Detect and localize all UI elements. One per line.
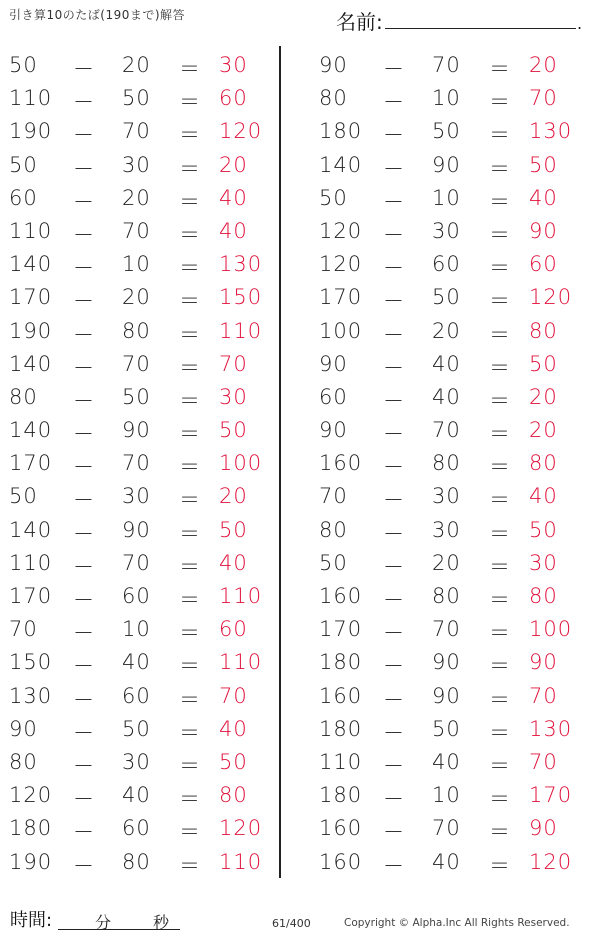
answer: 30 <box>529 550 558 575</box>
answer: 90 <box>529 816 558 841</box>
equals-sign: ＝ <box>179 488 200 513</box>
minuend: 180 <box>319 783 363 808</box>
answer: 150 <box>219 285 263 310</box>
subtrahend: 20 <box>122 185 151 210</box>
equals-sign: ＝ <box>179 289 200 314</box>
minuend: 170 <box>319 617 363 642</box>
subtrahend: 70 <box>432 617 461 642</box>
equals-sign: ＝ <box>179 322 200 347</box>
minus-sign: － <box>383 720 404 745</box>
equals-sign: ＝ <box>489 388 510 413</box>
subtrahend: 90 <box>432 683 461 708</box>
minuend: 50 <box>9 152 38 177</box>
answer: 130 <box>219 252 263 277</box>
equals-sign: ＝ <box>179 621 200 646</box>
minus-sign: － <box>73 853 94 878</box>
subtrahend: 80 <box>122 849 151 874</box>
subtrahend: 40 <box>432 351 461 376</box>
minus-sign: － <box>383 222 404 247</box>
subtrahend: 70 <box>122 451 151 476</box>
minuend: 100 <box>319 318 363 343</box>
subtrahend: 70 <box>432 418 461 443</box>
equals-sign: ＝ <box>489 521 510 546</box>
minus-sign: － <box>73 687 94 712</box>
minutes-label: 分 <box>95 913 112 932</box>
minus-sign: － <box>383 820 404 845</box>
minus-sign: － <box>383 90 404 115</box>
equals-sign: ＝ <box>179 256 200 281</box>
subtrahend: 30 <box>432 517 461 542</box>
subtrahend: 20 <box>122 53 151 77</box>
subtrahend: 30 <box>122 749 151 774</box>
minuend: 160 <box>319 683 363 708</box>
minuend: 180 <box>319 119 363 144</box>
answer: 20 <box>529 418 558 443</box>
answer: 80 <box>529 451 558 476</box>
equals-sign: ＝ <box>179 720 200 745</box>
minuend: 50 <box>319 185 348 210</box>
answer: 50 <box>219 749 248 774</box>
minuend: 80 <box>9 749 38 774</box>
minus-sign: － <box>73 156 94 181</box>
equals-sign: ＝ <box>179 853 200 878</box>
minus-sign: － <box>383 455 404 480</box>
subtrahend: 20 <box>122 285 151 310</box>
answer: 20 <box>219 152 248 177</box>
minus-sign: － <box>73 90 94 115</box>
answer: 50 <box>529 152 558 177</box>
subtrahend: 40 <box>432 384 461 409</box>
answer: 40 <box>219 716 248 741</box>
minus-sign: － <box>73 189 94 214</box>
answer: 20 <box>219 484 248 509</box>
equals-sign: ＝ <box>179 687 200 712</box>
minuend: 50 <box>9 484 38 509</box>
minus-sign: － <box>73 753 94 778</box>
minuend: 180 <box>319 716 363 741</box>
subtrahend: 50 <box>122 86 151 111</box>
subtrahend: 90 <box>122 517 151 542</box>
minus-sign: － <box>73 621 94 646</box>
minuend: 140 <box>9 252 53 277</box>
minus-sign: － <box>73 256 94 281</box>
equals-sign: ＝ <box>489 256 510 281</box>
minus-sign: － <box>383 621 404 646</box>
subtrahend: 40 <box>432 749 461 774</box>
answer: 120 <box>529 849 573 874</box>
minus-sign: － <box>383 289 404 314</box>
answer: 80 <box>219 783 248 808</box>
minuend: 140 <box>9 418 53 443</box>
subtrahend: 50 <box>122 716 151 741</box>
equals-sign: ＝ <box>489 189 510 214</box>
minus-sign: － <box>383 554 404 579</box>
minuend: 140 <box>9 351 53 376</box>
equals-sign: ＝ <box>179 355 200 380</box>
answer: 30 <box>219 384 248 409</box>
minuend: 90 <box>319 53 348 77</box>
minus-sign: － <box>383 521 404 546</box>
minuend: 80 <box>319 517 348 542</box>
answer: 120 <box>219 119 263 144</box>
subtrahend: 60 <box>122 584 151 608</box>
subtrahend: 10 <box>432 185 461 210</box>
equals-sign: ＝ <box>489 820 510 845</box>
subtrahend: 30 <box>432 218 461 243</box>
answer: 130 <box>529 716 573 741</box>
subtrahend: 40 <box>122 650 151 675</box>
answer: 90 <box>529 218 558 243</box>
answer: 50 <box>219 418 248 443</box>
subtrahend: 70 <box>122 119 151 144</box>
subtrahend: 40 <box>122 783 151 808</box>
answer: 120 <box>219 816 263 841</box>
subtrahend: 50 <box>432 716 461 741</box>
answer: 70 <box>219 351 248 376</box>
answer: 40 <box>219 218 248 243</box>
minuend: 110 <box>9 550 53 575</box>
subtrahend: 20 <box>432 318 461 343</box>
answer: 70 <box>529 683 558 708</box>
equals-sign: ＝ <box>179 654 200 679</box>
name-label: 名前: <box>336 10 383 34</box>
equals-sign: ＝ <box>489 123 510 148</box>
minus-sign: － <box>383 156 404 181</box>
minuend: 170 <box>9 451 53 476</box>
minuend: 90 <box>319 351 348 376</box>
minus-sign: － <box>383 488 404 513</box>
subtrahend: 70 <box>432 816 461 841</box>
equals-sign: ＝ <box>489 654 510 679</box>
answer: 40 <box>219 550 248 575</box>
minuend: 60 <box>319 384 348 409</box>
subtrahend: 10 <box>122 617 151 642</box>
minuend: 50 <box>319 550 348 575</box>
equals-sign: ＝ <box>179 455 200 480</box>
answer: 100 <box>529 617 573 642</box>
answer: 20 <box>529 53 558 77</box>
subtrahend: 70 <box>122 550 151 575</box>
equals-sign: ＝ <box>179 753 200 778</box>
minus-sign: － <box>383 654 404 679</box>
minus-sign: － <box>73 289 94 314</box>
minus-sign: － <box>73 355 94 380</box>
minus-sign: － <box>73 787 94 812</box>
subtrahend: 60 <box>122 683 151 708</box>
minuend: 80 <box>9 384 38 409</box>
minus-sign: － <box>73 720 94 745</box>
equals-sign: ＝ <box>489 554 510 579</box>
answer: 100 <box>219 451 263 476</box>
minuend: 140 <box>9 517 53 542</box>
equals-sign: ＝ <box>179 554 200 579</box>
answer: 80 <box>529 584 558 608</box>
answer: 50 <box>529 351 558 376</box>
minuend: 180 <box>319 650 363 675</box>
minuend: 160 <box>319 849 363 874</box>
subtrahend: 90 <box>122 418 151 443</box>
subtrahend: 80 <box>122 318 151 343</box>
minus-sign: － <box>73 222 94 247</box>
minuend: 80 <box>319 86 348 111</box>
subtrahend: 60 <box>432 252 461 277</box>
equals-sign: ＝ <box>179 787 200 812</box>
equals-sign: ＝ <box>179 422 200 447</box>
minus-sign: － <box>383 322 404 347</box>
subtrahend: 20 <box>432 550 461 575</box>
minuend: 110 <box>9 218 53 243</box>
minuend: 120 <box>9 783 53 808</box>
minus-sign: － <box>383 355 404 380</box>
equals-sign: ＝ <box>489 455 510 480</box>
answer: 90 <box>529 650 558 675</box>
minuend: 190 <box>9 119 53 144</box>
equals-sign: ＝ <box>179 90 200 115</box>
minus-sign: － <box>73 654 94 679</box>
answer: 110 <box>219 849 263 874</box>
minuend: 70 <box>9 617 38 642</box>
answer: 30 <box>219 53 248 77</box>
equals-sign: ＝ <box>179 123 200 148</box>
equals-sign: ＝ <box>489 787 510 812</box>
answer: 40 <box>219 185 248 210</box>
time-label: 時間: <box>10 910 53 931</box>
subtrahend: 90 <box>432 152 461 177</box>
minus-sign: － <box>383 57 404 81</box>
equals-sign: ＝ <box>489 355 510 380</box>
minuend: 170 <box>9 584 53 608</box>
answer: 170 <box>529 783 573 808</box>
subtrahend: 80 <box>432 584 461 608</box>
subtrahend: 70 <box>122 351 151 376</box>
minus-sign: － <box>383 388 404 413</box>
column-divider <box>279 46 281 878</box>
equals-sign: ＝ <box>179 57 200 81</box>
minuend: 140 <box>319 152 363 177</box>
minus-sign: － <box>73 488 94 513</box>
minus-sign: － <box>383 123 404 148</box>
subtrahend: 30 <box>432 484 461 509</box>
equals-sign: ＝ <box>489 90 510 115</box>
minuend: 120 <box>319 218 363 243</box>
name-field-dot: . <box>577 14 583 33</box>
equals-sign: ＝ <box>179 189 200 214</box>
minus-sign: － <box>73 123 94 148</box>
page-number: 61/400 <box>272 917 311 930</box>
answer: 120 <box>529 285 573 310</box>
minuend: 180 <box>9 816 53 841</box>
minuend: 190 <box>9 318 53 343</box>
subtrahend: 70 <box>432 53 461 77</box>
minuend: 130 <box>9 683 53 708</box>
equals-sign: ＝ <box>489 621 510 646</box>
minuend: 70 <box>319 484 348 509</box>
answer: 20 <box>529 384 558 409</box>
minuend: 50 <box>9 53 38 77</box>
minus-sign: － <box>383 189 404 214</box>
subtrahend: 50 <box>122 384 151 409</box>
equals-sign: ＝ <box>489 853 510 878</box>
subtrahend: 10 <box>432 86 461 111</box>
answer: 40 <box>529 484 558 509</box>
answer: 110 <box>219 650 263 675</box>
equals-sign: ＝ <box>179 820 200 845</box>
minus-sign: － <box>73 422 94 447</box>
equals-sign: ＝ <box>179 588 200 612</box>
minuend: 120 <box>319 252 363 277</box>
minus-sign: － <box>383 753 404 778</box>
answer: 40 <box>529 185 558 210</box>
equals-sign: ＝ <box>489 156 510 181</box>
minuend: 90 <box>319 418 348 443</box>
minuend: 190 <box>9 849 53 874</box>
minus-sign: － <box>73 455 94 480</box>
equals-sign: ＝ <box>179 156 200 181</box>
minus-sign: － <box>383 687 404 712</box>
equals-sign: ＝ <box>489 222 510 247</box>
minus-sign: － <box>73 521 94 546</box>
minuend: 110 <box>319 749 363 774</box>
subtrahend: 70 <box>122 218 151 243</box>
equals-sign: ＝ <box>489 488 510 513</box>
subtrahend: 50 <box>432 119 461 144</box>
equals-sign: ＝ <box>179 388 200 413</box>
minus-sign: － <box>73 322 94 347</box>
subtrahend: 30 <box>122 152 151 177</box>
answer: 130 <box>529 119 573 144</box>
minus-sign: － <box>73 57 94 81</box>
minus-sign: － <box>73 820 94 845</box>
copyright-notice: Copyright © Alpha.Inc All Rights Reserved. <box>344 917 570 929</box>
equals-sign: ＝ <box>489 322 510 347</box>
minuend: 60 <box>9 185 38 210</box>
minuend: 170 <box>319 285 363 310</box>
equals-sign: ＝ <box>489 687 510 712</box>
minus-sign: － <box>73 554 94 579</box>
answer: 60 <box>219 86 248 111</box>
answer: 50 <box>529 517 558 542</box>
equals-sign: ＝ <box>489 57 510 81</box>
subtrahend: 50 <box>432 285 461 310</box>
minus-sign: － <box>73 388 94 413</box>
worksheet-title: 引き算10のたば(190まで)解答 <box>9 8 186 22</box>
subtrahend: 80 <box>432 451 461 476</box>
answer: 110 <box>219 318 263 343</box>
minus-sign: － <box>383 588 404 612</box>
subtrahend: 30 <box>122 484 151 509</box>
minus-sign: － <box>73 588 94 612</box>
subtrahend: 10 <box>122 252 151 277</box>
equals-sign: ＝ <box>179 222 200 247</box>
minuend: 90 <box>9 716 38 741</box>
minuend: 150 <box>9 650 53 675</box>
name-field-line[interactable] <box>385 28 576 29</box>
answer: 70 <box>529 749 558 774</box>
equals-sign: ＝ <box>489 422 510 447</box>
minus-sign: － <box>383 787 404 812</box>
minuend: 160 <box>319 451 363 476</box>
minus-sign: － <box>383 422 404 447</box>
minuend: 110 <box>9 86 53 111</box>
answer: 50 <box>219 517 248 542</box>
subtrahend: 10 <box>432 783 461 808</box>
minus-sign: － <box>383 853 404 878</box>
seconds-label: 秒 <box>153 913 170 932</box>
equals-sign: ＝ <box>489 588 510 612</box>
subtrahend: 90 <box>432 650 461 675</box>
subtrahend: 40 <box>432 849 461 874</box>
equals-sign: ＝ <box>489 753 510 778</box>
minuend: 170 <box>9 285 53 310</box>
minus-sign: － <box>383 256 404 281</box>
answer: 80 <box>529 318 558 343</box>
answer: 70 <box>219 683 248 708</box>
minuend: 160 <box>319 816 363 841</box>
answer: 60 <box>529 252 558 277</box>
equals-sign: ＝ <box>179 521 200 546</box>
answer: 110 <box>219 584 263 608</box>
minuend: 160 <box>319 584 363 608</box>
equals-sign: ＝ <box>489 289 510 314</box>
subtrahend: 60 <box>122 816 151 841</box>
answer: 60 <box>219 617 248 642</box>
equals-sign: ＝ <box>489 720 510 745</box>
answer: 70 <box>529 86 558 111</box>
